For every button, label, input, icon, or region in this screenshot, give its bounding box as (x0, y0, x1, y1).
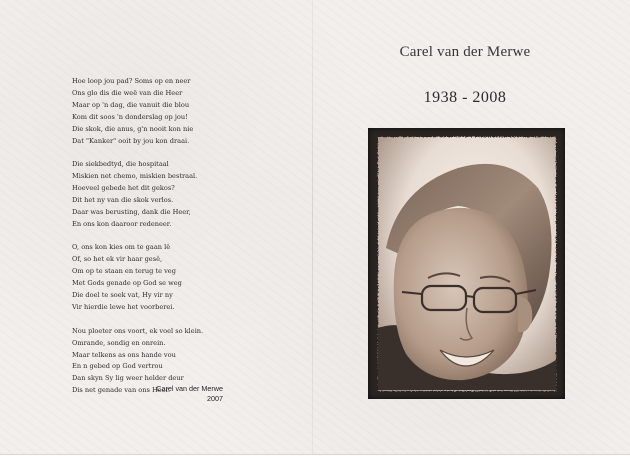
fold-line (312, 0, 313, 454)
poem-line: Maar op 'n dag, die vanuit die blou (72, 100, 190, 109)
poem-line: Hoeveel gebede het dit gekos? (72, 184, 175, 193)
poem-line: Dan skyn Sy lig weer helder deur (72, 374, 184, 383)
author-name: Carel van der Merwe (156, 384, 223, 393)
poem-line: Om op te staan en terug te veg (72, 267, 176, 276)
deceased-name: Carel van der Merwe (399, 44, 531, 60)
poem-line: O, ons kon kies om te gaan lê (72, 243, 171, 252)
poem-stanza-1 (72, 76, 257, 147)
poem-line: Met Gods genade op God se weg (72, 279, 182, 288)
poem-line: En ons kon daaroor redeneer. (72, 219, 172, 228)
poem-line: Daar was berusting, dank die Heer, (72, 207, 191, 216)
life-dates: 1938 - 2008 (423, 89, 507, 106)
poem-line: Die doel te soek vat, Hy vir ny (72, 291, 173, 300)
poem-line: Vir hierdie lewe het voorberei. (72, 303, 175, 311)
poem-line: Of, so het ek vir haar gesê, (72, 255, 163, 264)
poem-author (130, 384, 223, 404)
poem-stanza-2 (72, 159, 257, 230)
poem-line: Dat "Kanker" ooit by jou kon draai. (72, 136, 190, 145)
poem-line: En n gebed op God vertrou (72, 362, 163, 371)
portrait-photo (368, 128, 565, 399)
poem-line: Kom dit soos 'n donderslag op jou! (72, 112, 188, 121)
poem-stanza-3 (72, 242, 257, 313)
poem-line: Dis net genade van ons Heer. (72, 386, 171, 395)
poem-line: Maar telkens as ons hande vou (72, 350, 176, 359)
poem-line: Die skok, die anus, g'n nooit kon nie (72, 124, 194, 133)
poem-line: Dit het ny van die skok verlos. (72, 195, 174, 204)
poem (72, 76, 257, 409)
poem-line: Omrande, sondig en onrein. (72, 338, 166, 347)
poem-line: Nou ploeter ons voort, ek voel so klein. (72, 326, 204, 335)
portrait-frame (368, 128, 565, 399)
author-year: 2007 (207, 394, 223, 403)
poem-line: Miskien net chemo, miskien bestraal. (72, 172, 198, 181)
poem-line: Die siekbedtyd, die hospitaal (72, 160, 169, 169)
poem-line: Ons glo dis die weë van die Heer (72, 88, 183, 97)
poem-line: Hoe loop jou pad? Soms op en neer (72, 77, 191, 85)
